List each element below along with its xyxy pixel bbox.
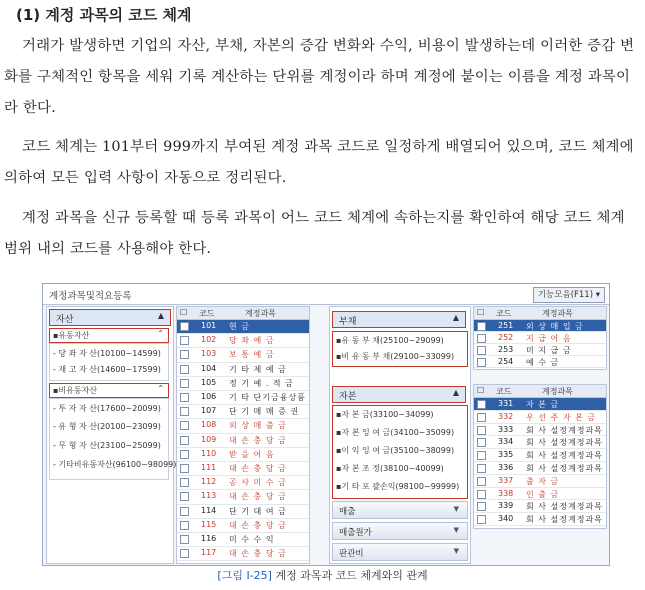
- row-checkbox[interactable]: [180, 535, 189, 544]
- table-row[interactable]: [474, 356, 606, 368]
- table-row[interactable]: [474, 344, 606, 356]
- account-code: 252: [498, 333, 514, 342]
- paragraph-1: 거래가 발생하면 기업의 자산, 부채, 자본의 증감 변화와 수익, 비용이 발생하는데 이러한 증감 변화를 구체적인 항목을 세워 기록 계산하는 단위를 계정이라 하며 계정에 붙이는 이름을 계정 과목이라 한다.: [4, 38, 635, 116]
- table-row[interactable]: [177, 405, 309, 419]
- table-row[interactable]: [474, 424, 606, 437]
- table-row[interactable]: [177, 434, 309, 448]
- account-name: 대 손 충 당 금: [229, 520, 287, 530]
- account-code: 336: [498, 463, 514, 472]
- paragraph-2: 코드 체계는 101부터 999까지 부여된 계정 과목 코드로 일정하게 배열되어 있으며, 코드 체계에 의하여 모든 입력 사항이 자동으로 정리된다.: [4, 139, 634, 186]
- header-code: 코드: [199, 309, 215, 318]
- header-code: 코드: [496, 309, 512, 318]
- chevron-down-icon: ▼: [453, 505, 459, 513]
- row-checkbox[interactable]: [477, 346, 486, 355]
- table-row[interactable]: [177, 533, 309, 547]
- table-row[interactable]: [177, 320, 309, 334]
- function-menu-button[interactable]: 기능모음(F11) ▾: [533, 287, 605, 303]
- account-code: 107: [201, 406, 217, 416]
- account-name: 지 급 어 음: [526, 334, 572, 343]
- group-cost-of-sales-label: 매출원가: [339, 528, 372, 538]
- subgroup-noncurrent-asset[interactable]: [49, 383, 169, 398]
- select-all-checkbox[interactable]: ☐: [180, 308, 188, 317]
- account-name: 회 사 설정계정과목: [526, 425, 603, 435]
- account-code: 114: [201, 505, 217, 515]
- account-code: 333: [498, 424, 514, 434]
- row-checkbox[interactable]: [477, 358, 486, 367]
- account-code: 101: [201, 321, 217, 330]
- group-equity[interactable]: [332, 386, 466, 403]
- account-name: 인 출 금: [526, 489, 560, 499]
- section-heading: (1) 계정 과목의 코드 체계: [16, 6, 192, 24]
- subgroup-current-asset-label: ▪유동자산: [53, 331, 90, 340]
- row-checkbox[interactable]: [180, 336, 189, 345]
- double-chevron-up-icon: ⌃: [157, 329, 164, 338]
- table-row[interactable]: [474, 513, 606, 526]
- asset-account-table: [176, 306, 310, 564]
- row-checkbox[interactable]: [180, 407, 189, 416]
- tree-item[interactable]: ▪유 동 부 채(25100~29099): [336, 336, 444, 345]
- chevron-down-icon: ▼: [453, 547, 459, 555]
- group-liability-label: 부채: [339, 317, 357, 327]
- header-name: 계정과목: [542, 387, 573, 396]
- row-checkbox[interactable]: [477, 426, 486, 435]
- account-name: 기 타 제 예 금: [229, 364, 287, 374]
- row-checkbox[interactable]: [477, 451, 486, 460]
- row-checkbox[interactable]: [180, 350, 189, 359]
- account-name: 보 통 예 금: [229, 350, 275, 360]
- row-checkbox[interactable]: [477, 490, 486, 499]
- account-code: 102: [201, 335, 217, 345]
- subgroup-noncurrent-asset-label: ▪비유동자산: [53, 386, 98, 395]
- row-checkbox[interactable]: [477, 515, 486, 524]
- table-header: [474, 307, 606, 320]
- table-row[interactable]: [474, 411, 606, 424]
- account-name: 대 손 충 당 금: [229, 464, 287, 473]
- tree-item[interactable]: - 당 좌 자 산(10100~14599): [53, 349, 161, 358]
- account-name: 미 지 급 금: [526, 346, 572, 355]
- row-checkbox[interactable]: [180, 492, 189, 501]
- window-titlebar: [43, 284, 609, 305]
- table-row[interactable]: [474, 488, 606, 501]
- table-row[interactable]: [474, 500, 606, 513]
- account-name: 대 손 충 당 금: [229, 549, 287, 559]
- chevron-up-icon: ▲: [452, 313, 459, 322]
- group-sales[interactable]: [332, 501, 468, 519]
- account-name: 받 을 어 음: [229, 449, 275, 459]
- row-checkbox[interactable]: [477, 400, 486, 409]
- table-header: [474, 385, 606, 398]
- row-checkbox[interactable]: [477, 322, 486, 331]
- account-code: 334: [498, 437, 514, 447]
- tree-item[interactable]: - 재 고 자 산(14600~17599): [53, 365, 161, 374]
- select-all-checkbox[interactable]: ☐: [477, 386, 485, 395]
- account-name: 회 사 설정계정과목: [526, 515, 603, 525]
- row-checkbox[interactable]: [180, 436, 189, 445]
- account-name: 외 상 매 출 금: [229, 421, 287, 431]
- tree-item[interactable]: - 기타비유동자산(96100~98099): [53, 460, 177, 469]
- account-code: 109: [201, 434, 217, 444]
- row-checkbox[interactable]: [180, 365, 189, 374]
- figure-caption: [0, 567, 645, 583]
- account-name: 단 기 대 여 금: [229, 506, 287, 516]
- liability-account-table: [473, 306, 607, 370]
- group-cost-of-sales[interactable]: [332, 522, 468, 540]
- table-row[interactable]: [474, 449, 606, 462]
- account-name: 회 사 설정계정과목: [526, 438, 603, 448]
- chevron-up-icon: ▲: [157, 311, 164, 320]
- header-name: 계정과목: [542, 309, 573, 318]
- account-code: 103: [201, 349, 217, 359]
- tree-item[interactable]: ▪자 본 조 정(38100~40099): [336, 464, 444, 473]
- row-checkbox[interactable]: [180, 478, 189, 487]
- tree-item[interactable]: - 투 자 자 산(17600~20099): [53, 404, 161, 413]
- row-checkbox[interactable]: [477, 502, 486, 511]
- account-code: 253: [498, 345, 514, 354]
- account-code: 338: [498, 488, 514, 498]
- header-code: 코드: [496, 387, 512, 396]
- account-code: 251: [498, 321, 514, 330]
- select-all-checkbox[interactable]: ☐: [477, 308, 485, 317]
- account-name: 단 기 매 매 증 권: [229, 407, 300, 417]
- table-row[interactable]: [177, 519, 309, 533]
- tree-item[interactable]: - 무 형 자 산(23100~25099): [53, 441, 161, 450]
- account-code: 339: [498, 501, 514, 511]
- table-row[interactable]: [474, 436, 606, 449]
- group-sga[interactable]: [332, 543, 468, 561]
- table-row[interactable]: [177, 448, 309, 462]
- account-name: 우 선 주 자 본 금: [526, 412, 597, 422]
- subgroup-current-asset[interactable]: [49, 328, 169, 343]
- account-code: 105: [201, 377, 217, 387]
- group-asset-label: 자산: [56, 315, 74, 325]
- liability-list: [332, 331, 468, 367]
- equity-list: [332, 405, 468, 499]
- account-name: 자 본 금: [526, 400, 560, 409]
- account-code: 254: [498, 357, 514, 366]
- table-row[interactable]: [177, 363, 309, 377]
- account-code: 340: [498, 514, 514, 524]
- account-name: 대 손 충 당 금: [229, 492, 287, 502]
- table-row[interactable]: [474, 475, 606, 488]
- table-row[interactable]: [177, 334, 309, 348]
- account-code: 112: [201, 477, 217, 487]
- noncurrent-asset-list: [49, 398, 177, 480]
- group-asset[interactable]: [49, 309, 171, 326]
- account-code-screenshot: [42, 283, 610, 566]
- row-checkbox[interactable]: [180, 464, 189, 473]
- row-checkbox[interactable]: [180, 507, 189, 516]
- header-name: 계정과목: [245, 309, 276, 318]
- account-name: 공 사 미 수 금: [229, 478, 287, 488]
- account-name: 예 수 금: [526, 358, 560, 367]
- row-checkbox[interactable]: [477, 413, 486, 422]
- paragraph-3: 계정 과목을 신규 등록할 때 등록 과목이 어느 코드 체계에 속하는지를 확인하여 해당 코드 체계 범위 내의 코드를 사용해야 한다.: [4, 210, 625, 257]
- account-name: 기 타 단기금융상품: [229, 393, 306, 402]
- account-code: 104: [201, 363, 217, 373]
- tree-item[interactable]: ▪자 본 잉 여 금(34100~35099): [336, 428, 455, 437]
- account-code: 331: [498, 399, 514, 408]
- table-row[interactable]: [177, 505, 309, 519]
- account-name: 정 기 예 . 적 금: [229, 378, 294, 388]
- liability-equity-panel: [329, 306, 471, 564]
- account-name: 회 사 설정계정과목: [526, 502, 603, 512]
- table-row[interactable]: [474, 332, 606, 344]
- asset-tree-panel: [46, 306, 177, 564]
- row-checkbox[interactable]: [477, 477, 486, 486]
- account-name: 현 금: [229, 322, 250, 331]
- account-name: 외 상 매 입 금: [526, 322, 584, 331]
- tree-item[interactable]: ▪비 유 동 부 채(29100~33099): [336, 352, 455, 361]
- account-code: 337: [498, 475, 514, 485]
- window-title: 계정과목및적요등록: [49, 291, 132, 302]
- table-row[interactable]: [474, 320, 606, 332]
- account-code: 117: [201, 548, 217, 558]
- table-row[interactable]: [177, 419, 309, 433]
- row-checkbox[interactable]: [180, 393, 189, 402]
- row-checkbox[interactable]: [180, 521, 189, 530]
- account-code: 113: [201, 491, 217, 501]
- account-code: 335: [498, 450, 514, 460]
- account-code: 332: [498, 411, 514, 421]
- account-name: 미 수 수 익: [229, 535, 275, 544]
- tree-item[interactable]: ▪기 타 포 괄손익(98100~99999): [336, 482, 460, 491]
- account-name: 대 손 충 당 금: [229, 435, 287, 445]
- row-checkbox[interactable]: [477, 334, 486, 343]
- account-name: 회 사 설정계정과목: [526, 464, 603, 473]
- table-row[interactable]: [177, 462, 309, 476]
- figure-caption-text: 계정 과목과 코드 체계와의 관계: [271, 569, 428, 582]
- row-checkbox[interactable]: [180, 421, 189, 430]
- table-row[interactable]: [177, 377, 309, 391]
- row-checkbox[interactable]: [477, 438, 486, 447]
- group-liability[interactable]: [332, 311, 466, 328]
- table-row[interactable]: [177, 490, 309, 504]
- chevron-down-icon: ▼: [453, 526, 459, 534]
- row-checkbox[interactable]: [477, 464, 486, 473]
- account-code: 116: [201, 534, 217, 543]
- equity-account-table: [473, 384, 607, 529]
- row-checkbox[interactable]: [180, 549, 189, 558]
- group-equity-label: 자본: [339, 392, 357, 402]
- table-row[interactable]: [474, 462, 606, 475]
- table-row[interactable]: [177, 391, 309, 405]
- group-sga-label: 판관비: [339, 549, 364, 559]
- double-chevron-up-icon: ⌃: [157, 384, 164, 393]
- table-row[interactable]: [177, 348, 309, 362]
- figure-number: [그림 Ⅰ-25]: [217, 569, 272, 582]
- account-code: 115: [201, 519, 217, 529]
- table-row[interactable]: [474, 398, 606, 411]
- chevron-up-icon: ▲: [452, 388, 459, 397]
- account-code: 111: [201, 463, 217, 472]
- tree-item[interactable]: ▪이 익 잉 여 금(35100~38099): [336, 446, 455, 455]
- row-checkbox[interactable]: [180, 450, 189, 459]
- group-sales-label: 매출: [339, 507, 356, 517]
- table-row[interactable]: [177, 476, 309, 490]
- account-code: 108: [201, 420, 217, 430]
- tree-item[interactable]: ▪자 본 금(33100~34099): [336, 410, 434, 419]
- account-code: 110: [201, 448, 217, 458]
- table-row[interactable]: [177, 547, 309, 561]
- account-name: 당 좌 예 금: [229, 336, 275, 346]
- table-header: [177, 307, 309, 320]
- row-checkbox[interactable]: [180, 379, 189, 388]
- account-name: 출 자 금: [526, 476, 560, 486]
- current-asset-list: [49, 343, 169, 381]
- account-name: 회 사 설정계정과목: [526, 451, 603, 461]
- row-checkbox[interactable]: [180, 322, 189, 331]
- tree-item[interactable]: - 유 형 자 산(20100~23099): [53, 422, 161, 431]
- account-code: 106: [201, 392, 217, 401]
